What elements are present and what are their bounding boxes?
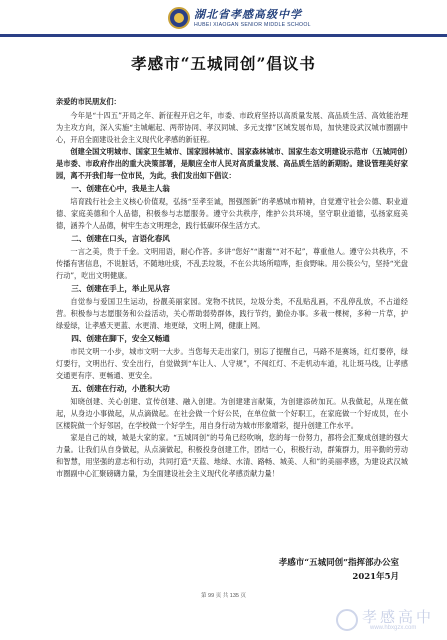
school-name-en: HUBEI XIAOGAN SENIOR MIDDLE SCHOOL — [194, 22, 311, 28]
closing-paragraph: 家是自己的城，城是大家的家。“五城同创”的号角已经吹响，您的每一份努力，都将会汇聚成创建的强大力量。让我们从自身做起，从点滴做起，积极投身创建工作，团结一心，积极行动，群策群力，用辛勤的劳动和智慧，用坚强的意志和行动，共同打造“天蓝、地绿、水清、路畅、城美、人和”的美丽孝感，为建设武汉城市圈副中心汇聚磅礴力量，为全面建设社会主义现代化孝感贡献力量！ — [56, 433, 408, 478]
signature-org: 孝感市“五城同创”指挥部办公室 — [278, 558, 399, 568]
section-text-2: 一言之美，贵于千金。文明用语，耐心作答。多讲“您好”“谢谢”“对不起”，尊重他人。遵守公共秩序，不传播有害信息，不说脏话，不随地吐痰，不乱丢垃圾，不在公共场所喧哗，拒食野味。用公筷公勺，坚持“光盘行动”，吃出文明健康。 — [56, 247, 408, 280]
lead-paragraph: 创建全国文明城市、国家卫生城市、国家园林城市、国家森林城市、国家生态文明建设示范市（五城同创）是市委、市政府作出的重大决策部署，是顺应全市人民对高质量发展、高品质生活的新期盼。建设管理美好家园，离不开我们每一位市民，为此，我们发出如下倡议： — [56, 147, 408, 180]
section-text-4: 市民文明一小步，城市文明一大步。当您每天走出家门，别忘了提醒自己，马路不是赛场，红灯要停，绿灯要行，文明出行、安全出行，自觉做到“车让人、人守规”，不闯红灯、不走机动车道，礼让斑马线，让孝感交通更有序、更畅通、更安全。 — [56, 347, 408, 380]
school-logo — [168, 7, 190, 29]
document-body — [56, 96, 408, 480]
school-name: 湖北省孝感高级中学 — [194, 8, 302, 21]
greeting: 亲爱的市民朋友们： — [56, 97, 121, 106]
watermark-url: www.hbxgzx.com — [370, 625, 417, 631]
section-heading-1: 一、创建在心中，我是主人翁 — [71, 184, 170, 193]
signature-block — [279, 556, 399, 584]
page-header — [0, 0, 447, 58]
document-title: 孝感市“五城同创”倡议书 — [131, 54, 316, 73]
section-text-5: 知晓创建、关心创建、宣传创建、融入创建。为创建建言献策，为创建添砖加瓦。从我做起，从现在做起，从身边小事做起，从点滴做起。在社会做一个好公民，在单位做一个好职工，在家庭做一个好成员，在小区楼院做一个好邻居，在学校做一个好学生，用自身行动为城市形象增彩，提升创建工作水平。 — [56, 397, 408, 430]
section-text-3: 自觉参与爱国卫生运动，扮靓美丽家园。宠物不扰民，垃圾分类，不乱贴乱画，不乱停乱放，不占道经营。积极参与志愿服务和公益活动，关心帮助弱势群体，践行节约，勤俭办事。多栽一棵树，多种一片草，护绿爱绿，让孝感天更蓝、水更清、地更绿，文明上网，健康上网。 — [56, 297, 408, 330]
section-text-1: 培育践行社会主义核心价值观，弘扬“至孝至诚，图强图新”的孝感城市精神，自觉遵守社会公德、职业道德、家庭美德和个人品德，积极参与志愿服务。遵守公共秩序，维护公共环境，坚守职业道德，弘扬家庭美德，涵养个人品德，树牢生态文明理念，践行低碳环保生活方式。 — [56, 197, 408, 230]
section-heading-3: 三、创建在手上，举止见从容 — [71, 284, 170, 293]
watermark-text: 孝感高中 — [362, 608, 435, 626]
watermark — [336, 606, 442, 636]
section-heading-5: 五、创建在行动，小胜积大功 — [71, 384, 170, 393]
intro-paragraph: 今年是“十四五”开局之年、新征程开启之年，市委、市政府坚持以高质量发展、高品质生活、高效能治理为主攻方向，深入实施“主城崛起、两带协同、孝汉同城、多元支撑”区域发展布局，加快建设武汉城市圈副中心，开启全面建设社会主义现代化孝感的新征程。 — [56, 111, 408, 144]
watermark-logo-icon — [336, 609, 358, 631]
signature-date: 2021年5月 — [352, 572, 399, 582]
page-number: 第 99 页 共 135 页 — [201, 593, 246, 599]
section-heading-2: 二、创建在口头，言语化春风 — [71, 234, 170, 243]
header-rule — [0, 34, 447, 37]
section-heading-4: 四、创建在脚下，安全又畅通 — [71, 334, 170, 343]
